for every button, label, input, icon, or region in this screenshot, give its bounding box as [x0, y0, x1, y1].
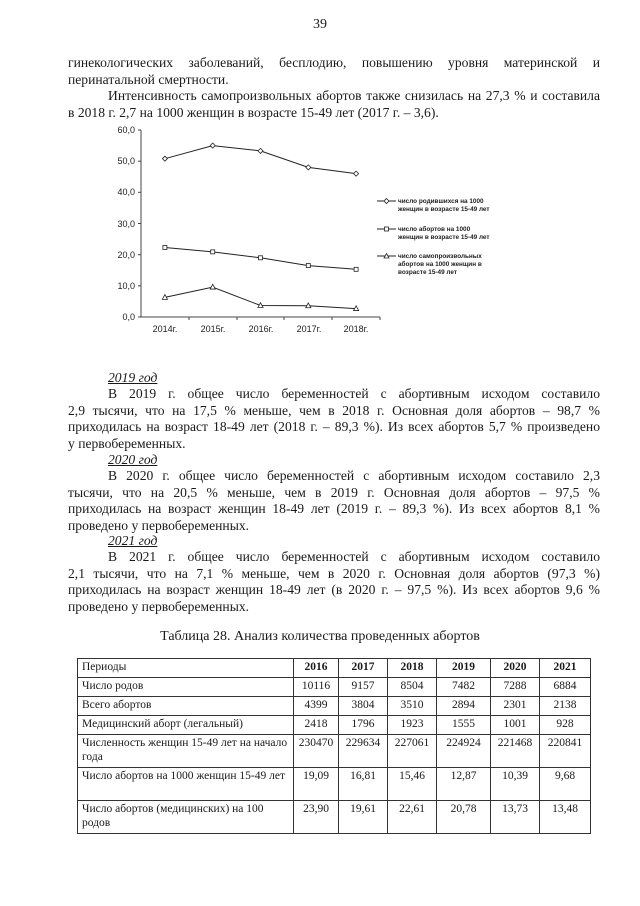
table-row	[78, 716, 591, 735]
table-cell: 10,39	[491, 768, 540, 801]
y-tick-labels	[117, 125, 135, 322]
table-cell: 1923	[388, 716, 437, 735]
section-2021-line: проведено у первобеременных.	[68, 598, 250, 614]
row-label: Всего абортов	[78, 697, 294, 716]
header-cell: 2018	[388, 659, 437, 678]
diamond-marker-icon	[162, 156, 167, 161]
table-cell: 19,61	[339, 801, 388, 834]
svg-text:20,0: 20,0	[117, 250, 135, 260]
header-cell: 2021	[540, 659, 591, 678]
intro-line-4: в 2018 г. 2,7 на 1000 женщин в возрасте 15-49 лет (2017 г. – 3,6).	[68, 104, 439, 120]
square-marker-icon	[259, 256, 263, 260]
svg-text:2015г.: 2015г.	[200, 324, 226, 334]
svg-text:0,0: 0,0	[122, 312, 135, 322]
table-cell: 22,61	[388, 801, 437, 834]
table-cell: 1001	[491, 716, 540, 735]
series-triangle	[162, 284, 358, 310]
svg-text:число родившихся на 1000: число родившихся на 1000	[398, 198, 484, 205]
table-cell: 7288	[491, 678, 540, 697]
section-2021-paragraph	[68, 549, 600, 615]
intro-line-1: гинекологических заболеваний, бесплодию, повышению уровня материнской и	[68, 55, 600, 70]
table-cell: 16,81	[339, 768, 388, 801]
table-cell: 220841	[540, 735, 591, 768]
section-heading-2021: 2021 год	[108, 533, 158, 548]
table-cell: 19,09	[294, 768, 339, 801]
table-row	[78, 768, 591, 801]
diamond-marker-icon	[306, 165, 311, 170]
table-header-row	[78, 659, 591, 678]
legend-item-abortions	[377, 225, 490, 241]
table-cell: 1555	[437, 716, 491, 735]
series-diamond	[162, 143, 358, 176]
diamond-marker-icon	[258, 148, 263, 153]
section-heading-2020: 2020 год	[108, 452, 158, 467]
table-cell: 13,73	[491, 801, 540, 834]
line-chart	[100, 120, 540, 340]
intro-line-3: Интенсивность самопроизвольных абортов также снизилась на 27,3 % и составила	[108, 88, 600, 104]
intro-line-2: перинатальной смертности.	[68, 71, 229, 87]
square-marker-icon	[306, 264, 310, 268]
row-label: Число абортов (медицинских) на 100 родов	[78, 801, 294, 834]
svg-text:женщин в возрасте 15-49 лет: женщин в возрасте 15-49 лет	[398, 206, 490, 213]
header-cell: 2016	[294, 659, 339, 678]
svg-text:2016г.: 2016г.	[248, 324, 274, 334]
svg-text:женщин в возрасте 15-49 лет: женщин в возрасте 15-49 лет	[398, 234, 490, 241]
table-cell: 20,78	[437, 801, 491, 834]
table-cell: 221468	[491, 735, 540, 768]
section-heading-2019: 2019 год	[108, 370, 158, 385]
row-label: Численность женщин 15-49 лет на начало года	[78, 735, 294, 768]
square-marker-icon	[354, 267, 358, 271]
svg-text:60,0: 60,0	[117, 125, 135, 135]
series-square	[163, 245, 358, 271]
header-cell: Периоды	[78, 659, 294, 678]
square-marker-icon	[211, 250, 215, 254]
section-2019-line: у первобеременных.	[68, 435, 186, 451]
legend	[377, 198, 490, 276]
table-cell: 23,90	[294, 801, 339, 834]
table-cell: 10116	[294, 678, 339, 697]
triangle-marker-icon	[210, 284, 215, 289]
table-row	[78, 678, 591, 697]
section-2019-paragraph	[68, 386, 600, 452]
table-cell: 2301	[491, 697, 540, 716]
table-cell: 6884	[540, 678, 591, 697]
table-cell: 230470	[294, 735, 339, 768]
svg-text:2014г.: 2014г.	[152, 324, 178, 334]
table-cell: 15,46	[388, 768, 437, 801]
table-row	[78, 697, 591, 716]
diamond-marker-icon	[384, 199, 389, 204]
svg-text:число абортов на 1000: число абортов на 1000	[398, 226, 471, 233]
table-cell: 227061	[388, 735, 437, 768]
svg-text:число самопроизвольных: число самопроизвольных	[398, 253, 482, 260]
table-cell: 13,48	[540, 801, 591, 834]
table-cell: 9,68	[540, 768, 591, 801]
table-row	[78, 801, 591, 834]
svg-text:30,0: 30,0	[117, 219, 135, 229]
table-cell: 12,87	[437, 768, 491, 801]
section-2019-line: приходилась на возраст 18-49 лет (2018 г. – 89,3 %). Из всех абортов 5,7 % произведено	[68, 419, 600, 435]
section-2020-line: проведено у первобеременных.	[68, 517, 250, 533]
section-2020-line: тысячи, что на 20,5 % меньше, чем в 2019 г. Основная доля абортов – 97,5 %	[68, 484, 600, 500]
table-title: Таблица 28. Анализ количества проведенных абортов	[160, 629, 480, 644]
section-2021-line: приходилась на возраст женщин 18-49 лет (в 2020 г. – 97,5 %). Из всех абортов 9,6 %	[68, 582, 600, 598]
svg-text:40,0: 40,0	[117, 187, 135, 197]
section-2020-line: В 2020 г. общее число беременностей с абортивным исходом составило 2,3	[108, 468, 600, 483]
table-cell: 2894	[437, 697, 491, 716]
svg-text:абортов на 1000 женщин в: абортов на 1000 женщин в	[398, 261, 482, 268]
square-marker-icon	[163, 245, 167, 249]
section-2019-line: В 2019 г. общее число беременностей с абортивным исходом составило	[108, 386, 600, 401]
table-cell: 3510	[388, 697, 437, 716]
diamond-marker-icon	[210, 143, 215, 148]
svg-text:10,0: 10,0	[117, 281, 135, 291]
section-2020-line: приходилась на возраст женщин 18-49 лет (2019 г. – 89,3 %). Из всех абортов 8,1 %	[68, 501, 600, 517]
diamond-marker-icon	[354, 171, 359, 176]
header-cell: 2019	[437, 659, 491, 678]
table-row	[78, 735, 591, 768]
table-cell: 3804	[339, 697, 388, 716]
square-marker-icon	[385, 227, 389, 231]
table-cell: 9157	[339, 678, 388, 697]
section-2020-paragraph	[68, 468, 600, 534]
svg-text:2018г.: 2018г.	[343, 324, 369, 334]
table-cell: 2418	[294, 716, 339, 735]
table-cell: 224924	[437, 735, 491, 768]
x-tick-labels	[153, 324, 369, 334]
abortions-table	[77, 658, 591, 834]
header-cell: 2017	[339, 659, 388, 678]
table-cell: 928	[540, 716, 591, 735]
chart-svg	[100, 120, 540, 340]
section-2021-line: В 2021 г. общее число беременностей с абортивным исходом составило	[108, 549, 600, 564]
svg-text:2017г.: 2017г.	[296, 324, 322, 334]
legend-item-spontaneous	[377, 253, 482, 276]
svg-text:50,0: 50,0	[117, 156, 135, 166]
series-layer	[162, 143, 358, 311]
table-cell: 2138	[540, 697, 591, 716]
section-2019-line: 2,9 тысячи, что на 17,5 % меньше, чем в 2018 г. Основная доля абортов – 98,7 %	[68, 402, 600, 418]
svg-text:возрасте 15-49 лет: возрасте 15-49 лет	[398, 269, 458, 276]
row-label: Число абортов на 1000 женщин 15-49 лет	[78, 768, 294, 801]
row-label: Медицинский аборт (легальный)	[78, 716, 294, 735]
table-cell: 4399	[294, 697, 339, 716]
row-label: Число родов	[78, 678, 294, 697]
table-cell: 1796	[339, 716, 388, 735]
section-2021-line: 2,1 тысячи, что на 7,1 % меньше, чем в 2020 г. Основная доля абортов (97,3 %)	[68, 565, 600, 581]
table-cell: 229634	[339, 735, 388, 768]
intro-paragraph	[68, 55, 600, 121]
page-number: 39	[313, 17, 327, 32]
header-cell: 2020	[491, 659, 540, 678]
legend-item-births	[377, 198, 490, 213]
table-cell: 7482	[437, 678, 491, 697]
table-cell: 8504	[388, 678, 437, 697]
